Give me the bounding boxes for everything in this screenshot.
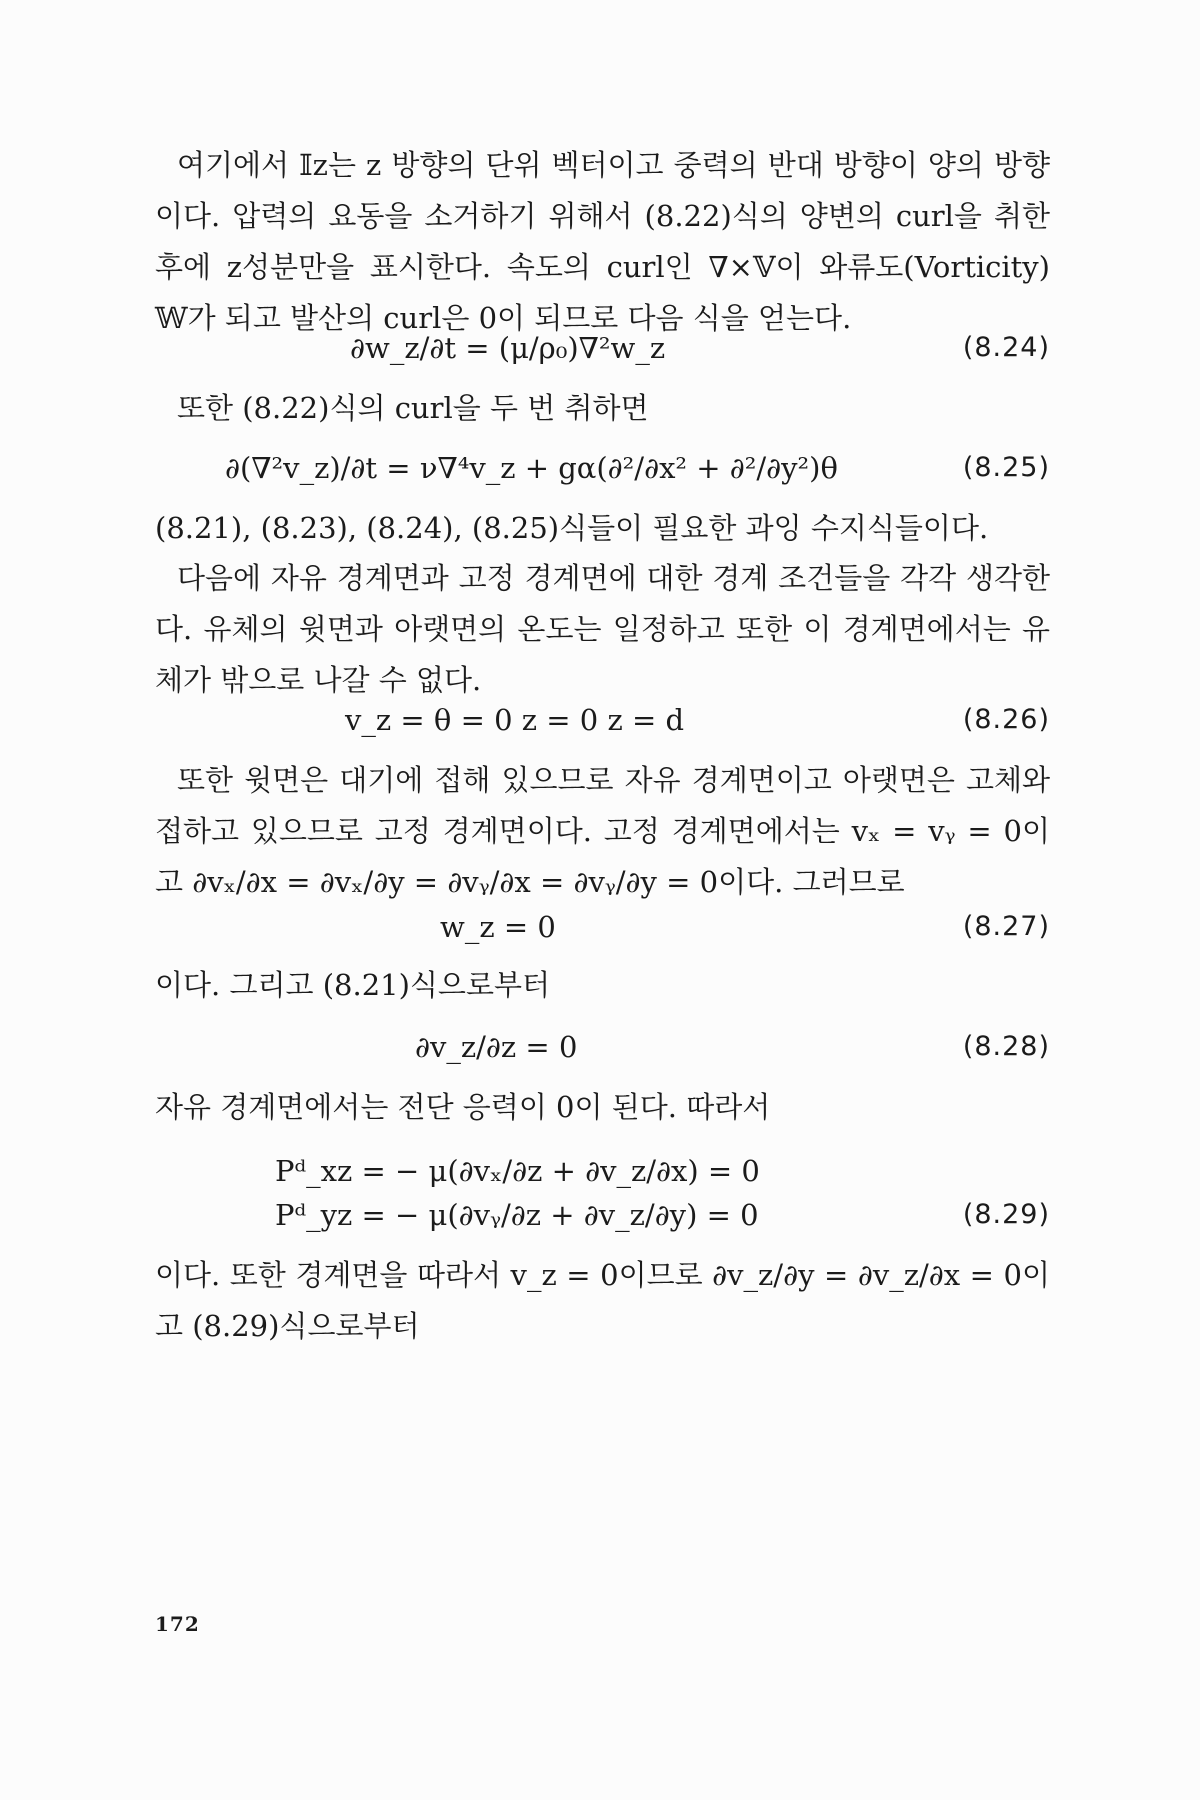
paragraph-boundary-conditions: 다음에 자유 경계면과 고정 경계면에 대한 경계 조건들을 각각 생각한다. 유체의 윗면과 아랫면의 온도는 일정하고 또한 이 경계면에서는 유체가 밖으로 나갈 수 없다. <box>155 561 1050 697</box>
equation-number: (8.29) <box>962 1199 1050 1230</box>
equation-number: (8.28) <box>962 1031 1050 1062</box>
equation-number: (8.24) <box>962 332 1050 363</box>
equation-number: (8.25) <box>962 452 1050 483</box>
equation-8-29-xz <box>155 1146 1050 1196</box>
equation-number: (8.26) <box>962 704 1050 735</box>
paragraph-balance-equations: (8.21), (8.23), (8.24), (8.25)식들이 필요한 과잉 수지식들이다. <box>155 511 989 545</box>
paragraph-along-boundary: 이다. 또한 경계면을 따라서 v_z = 0이므로 ∂v_z/∂y = ∂v_z/∂x = 0이고 (8.29)식으로부터 <box>155 1258 1050 1343</box>
equation-formula: Pᵈ_yz = − μ(∂vᵧ/∂z + ∂v_z/∂y) = 0 <box>275 1198 759 1232</box>
page-number: 172 <box>155 1612 200 1636</box>
equation-formula: w_z = 0 <box>440 910 556 944</box>
equation-8-25 <box>155 443 1050 493</box>
equation-8-27 <box>155 902 1050 952</box>
equation-number: (8.27) <box>962 911 1050 942</box>
equation-8-28 <box>155 1022 1050 1072</box>
paragraph-shear-stress: 자유 경계면에서는 전단 응력이 0이 된다. 따라서 <box>155 1090 771 1124</box>
paragraph-curl-twice: 또한 (8.22)식의 curl을 두 번 취하면 <box>177 391 649 425</box>
paragraph-from-8-21: 이다. 그리고 (8.21)식으로부터 <box>155 968 550 1002</box>
equation-8-26 <box>155 695 1050 745</box>
equation-formula: ∂(∇²v_z)/∂t = ν∇⁴v_z + gα(∂²/∂x² + ∂²/∂y²)θ <box>225 451 838 485</box>
equation-formula: v_z = θ = 0 z = 0 z = d <box>345 703 685 737</box>
equation-formula: ∂w_z/∂t = (μ/ρ₀)∇²w_z <box>350 331 666 365</box>
paragraph-vorticity-intro: 여기에서 𝕀z는 z 방향의 단위 벡터이고 중력의 반대 방향이 양의 방향이다. 압력의 요동을 소거하기 위해서 (8.22)식의 양변의 curl을 취한 후에 z성분만을 표시한다. 속도의 curl인 ∇×𝕍이 와류도(Vorticity) 𝕎가 되고 발산의 curl은 0이 되므로 다음 식을 얻는다. <box>155 148 1050 335</box>
equation-formula: ∂v_z/∂z = 0 <box>415 1030 578 1064</box>
equation-8-29-yz <box>155 1190 1050 1240</box>
paragraph-free-fixed-surfaces: 또한 윗면은 대기에 접해 있으므로 자유 경계면이고 아랫면은 고체와 접하고 있으므로 고정 경계면이다. 고정 경계면에서는 vₓ = vᵧ = 0이고 ∂vₓ/∂x = ∂vₓ/∂y = ∂vᵧ/∂x = ∂vᵧ/∂y = 0이다. 그러므로 <box>155 763 1050 899</box>
equation-formula: Pᵈ_xz = − μ(∂vₓ/∂z + ∂v_z/∂x) = 0 <box>275 1154 760 1188</box>
equation-8-24 <box>155 323 1050 373</box>
